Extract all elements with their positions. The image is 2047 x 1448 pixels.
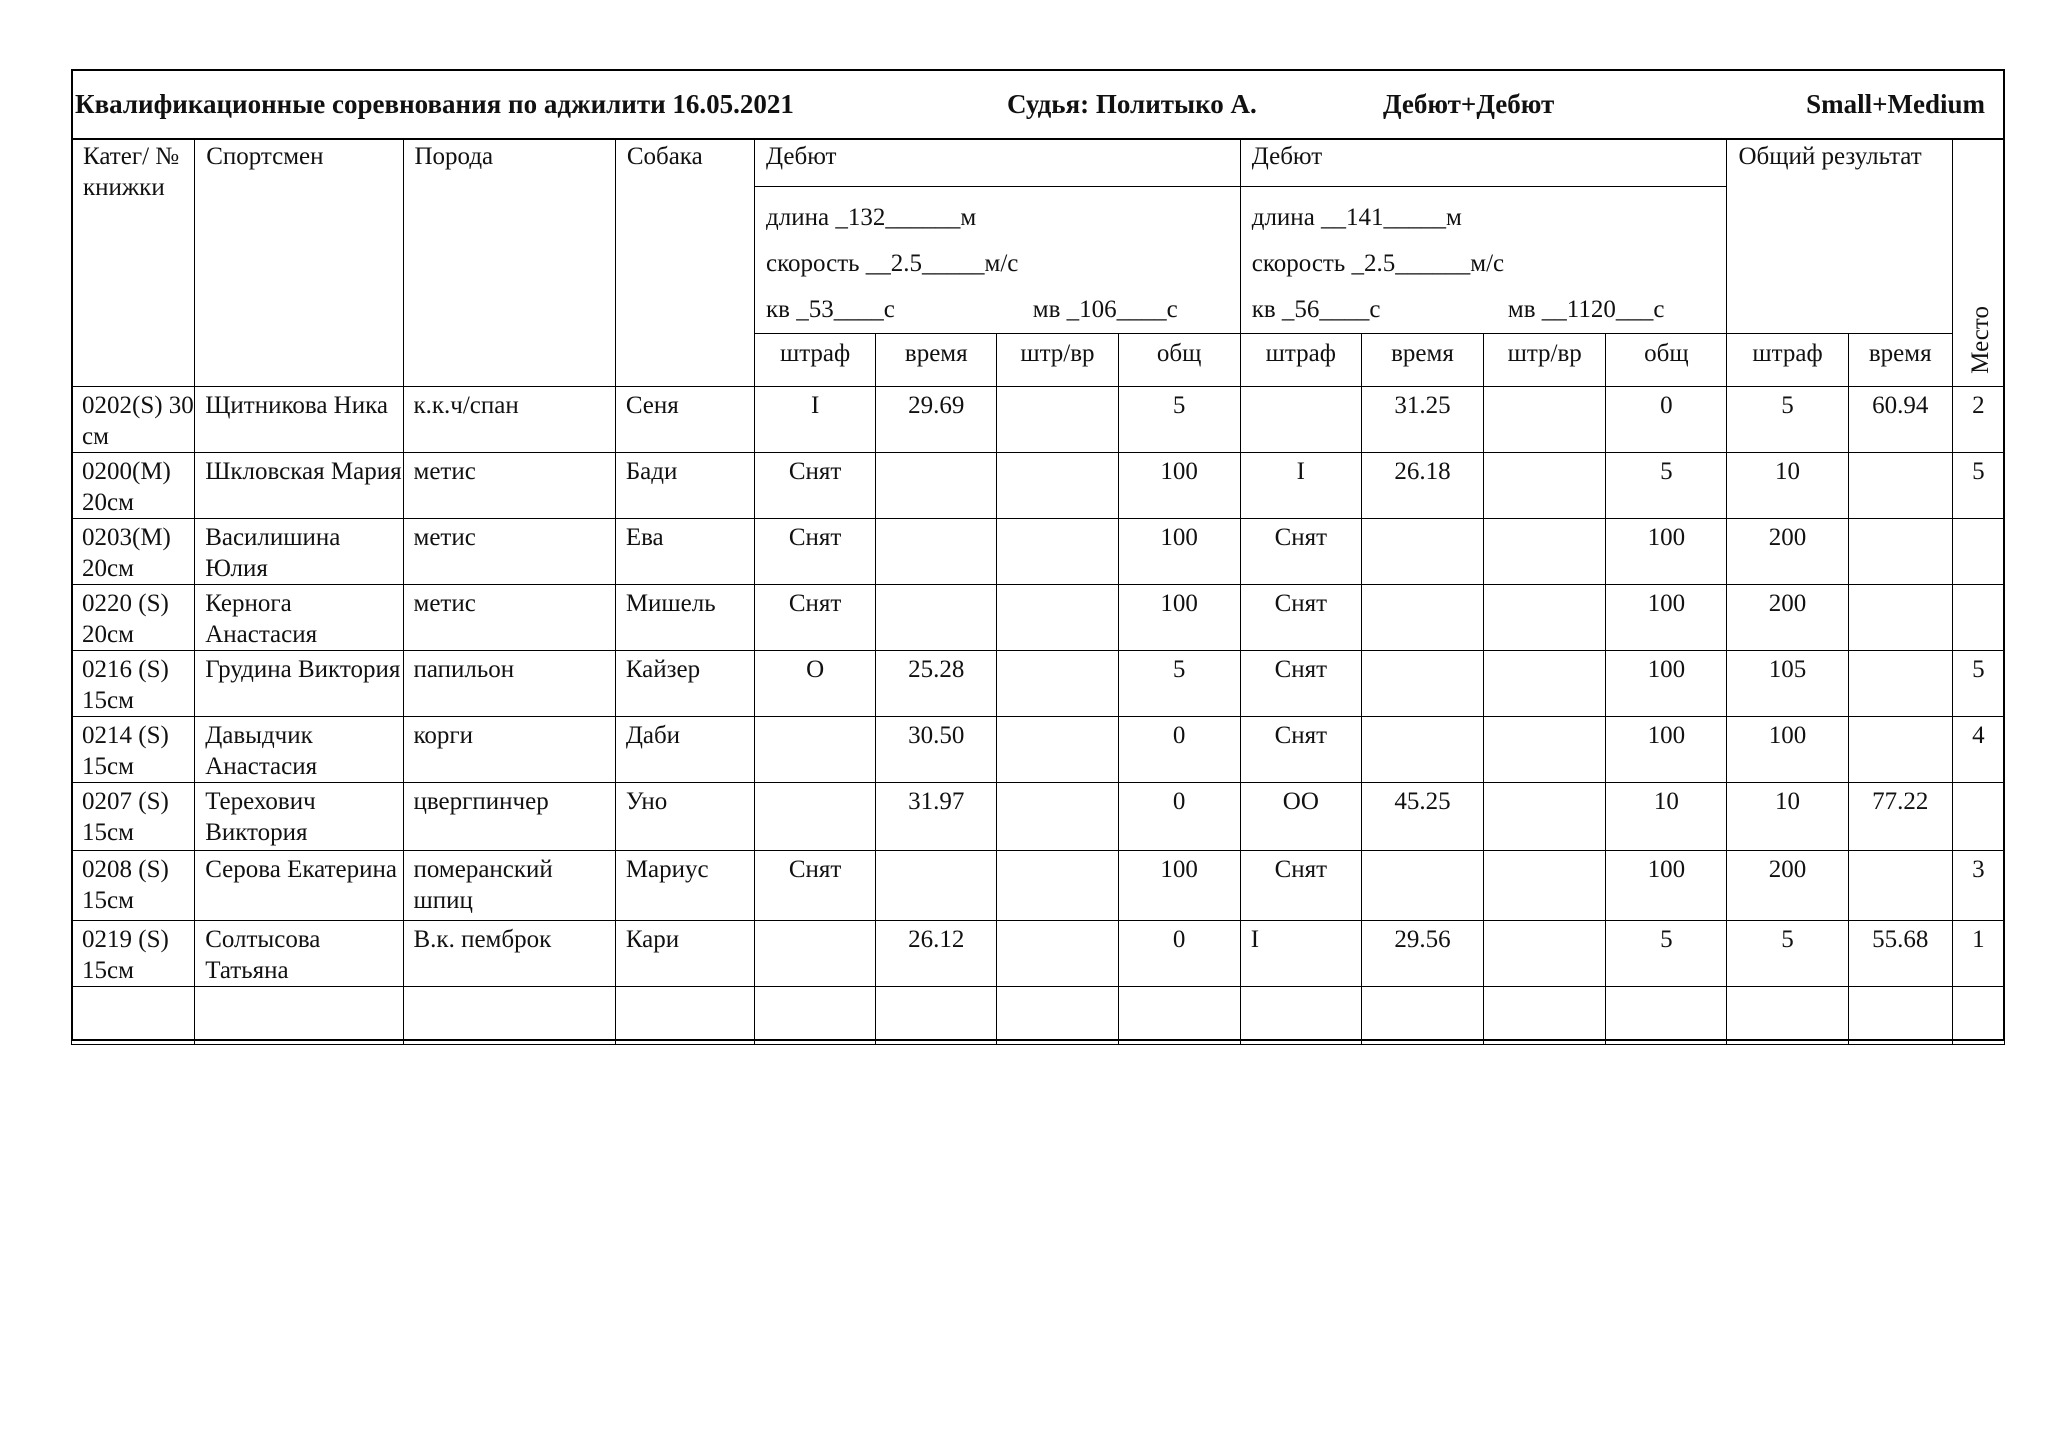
table-row	[72, 585, 2005, 651]
empty-cell	[1848, 987, 1952, 1045]
empty-cell	[1118, 987, 1240, 1045]
run1-time	[876, 585, 997, 651]
run2-time: 45.25	[1361, 783, 1483, 851]
table-row	[72, 651, 2005, 717]
run2-penalty: ОО	[1240, 783, 1361, 851]
run-params-2	[1240, 187, 1727, 334]
total-time	[1848, 851, 1952, 921]
dog-name: Кайзер	[615, 651, 754, 717]
place: 5	[1952, 651, 2004, 717]
run2-pen-time	[1484, 783, 1606, 851]
run1-penalty: Снят	[755, 585, 876, 651]
course-length: длина __141_____м	[1251, 204, 1462, 231]
place	[1952, 783, 2004, 851]
total-time	[1848, 519, 1952, 585]
breed: метис	[403, 585, 615, 651]
dog-name: Бади	[615, 453, 754, 519]
category-book-number: 0200(M) 20см	[72, 453, 195, 519]
run2-penalty: I	[1240, 453, 1361, 519]
empty-cell	[1952, 987, 2004, 1045]
time-limits	[766, 287, 1240, 333]
max-time: мв __1120___с	[1507, 296, 1665, 323]
empty-cell	[615, 987, 754, 1045]
athlete-name: Серова Екатерина	[195, 851, 403, 921]
run1-pen-time	[997, 519, 1118, 585]
subheader-time: время	[1848, 334, 1952, 387]
subheader-pen-time: штр/вр	[997, 334, 1118, 387]
run2-penalty: Снят	[1240, 651, 1361, 717]
run2-pen-time	[1484, 387, 1606, 453]
run-params-box	[755, 187, 1240, 333]
place: 5	[1952, 453, 2004, 519]
table-row	[72, 519, 2005, 585]
breed: померанский шпиц	[403, 851, 615, 921]
header-row	[72, 139, 2005, 187]
run1-time: 25.28	[876, 651, 997, 717]
dog-name: Сеня	[615, 387, 754, 453]
run1-total: 5	[1118, 651, 1240, 717]
subheader-penalty: штраф	[1240, 334, 1361, 387]
run2-penalty: Снят	[1240, 585, 1361, 651]
run2-time: 29.56	[1361, 921, 1483, 987]
dog-name: Уно	[615, 783, 754, 851]
run2-pen-time	[1484, 851, 1606, 921]
athlete-name: Давыдчик Анастасия	[195, 717, 403, 783]
total-penalty: 200	[1727, 585, 1848, 651]
empty-cell	[1240, 987, 1361, 1045]
total-time	[1848, 453, 1952, 519]
table-row	[72, 453, 2005, 519]
run1-pen-time	[997, 717, 1118, 783]
place: 3	[1952, 851, 2004, 921]
run2-time: 31.25	[1361, 387, 1483, 453]
dog-name: Мишель	[615, 585, 754, 651]
run1-time: 29.69	[876, 387, 997, 453]
subheader-total: общ	[1606, 334, 1727, 387]
run1-time: 26.12	[876, 921, 997, 987]
run1-total: 0	[1118, 783, 1240, 851]
subheader-penalty: штраф	[1727, 334, 1848, 387]
run1-time	[876, 453, 997, 519]
table-row	[72, 783, 2005, 851]
run1-total: 5	[1118, 387, 1240, 453]
run2-total: 100	[1606, 519, 1727, 585]
category-book-number: 0214 (S) 15см	[72, 717, 195, 783]
run2-total: 100	[1606, 851, 1727, 921]
place	[1952, 519, 2004, 585]
category-book-number: 0207 (S) 15см	[72, 783, 195, 851]
empty-cell	[195, 987, 403, 1045]
run1-pen-time	[997, 851, 1118, 921]
run2-pen-time	[1484, 921, 1606, 987]
class-label: Дебют+Дебют	[1383, 89, 1555, 119]
time-limits	[1252, 287, 1727, 333]
header-place-label: Место	[1966, 306, 1994, 374]
total-penalty: 200	[1727, 851, 1848, 921]
table-row	[72, 851, 2005, 921]
run1-pen-time	[997, 585, 1118, 651]
total-penalty: 10	[1727, 453, 1848, 519]
run1-penalty	[755, 783, 876, 851]
run1-penalty	[755, 921, 876, 987]
subheader-time: время	[876, 334, 997, 387]
header-athlete: Спортсмен	[195, 139, 403, 387]
total-penalty: 105	[1727, 651, 1848, 717]
run2-total: 0	[1606, 387, 1727, 453]
run2-penalty: I	[1240, 921, 1361, 987]
subheader-pen-time: штр/вр	[1484, 334, 1606, 387]
total-penalty: 100	[1727, 717, 1848, 783]
course-length: длина _132______м	[766, 204, 977, 231]
size-label: Small+Medium	[1806, 89, 1985, 119]
run2-time	[1361, 519, 1483, 585]
run1-total: 0	[1118, 717, 1240, 783]
dog-name: Кари	[615, 921, 754, 987]
breed: папильон	[403, 651, 615, 717]
run1-time	[876, 519, 997, 585]
run2-total: 10	[1606, 783, 1727, 851]
breed: метис	[403, 453, 615, 519]
run2-pen-time	[1484, 651, 1606, 717]
table-row	[72, 717, 2005, 783]
run2-total: 5	[1606, 921, 1727, 987]
subheader-time: время	[1361, 334, 1483, 387]
run2-time	[1361, 717, 1483, 783]
header-dog: Собака	[615, 139, 754, 387]
athlete-name: Василишина Юлия	[195, 519, 403, 585]
category-book-number: 0202(S) 30 см	[72, 387, 195, 453]
run1-time	[876, 851, 997, 921]
standard-time: кв _53____с	[766, 296, 895, 323]
run2-total: 5	[1606, 453, 1727, 519]
empty-cell	[403, 987, 615, 1045]
category-book-number: 0203(M) 20см	[72, 519, 195, 585]
total-time	[1848, 585, 1952, 651]
total-time: 60.94	[1848, 387, 1952, 453]
total-time	[1848, 651, 1952, 717]
run1-penalty: Снят	[755, 519, 876, 585]
run1-total: 100	[1118, 851, 1240, 921]
results-sheet	[71, 69, 2005, 1041]
run2-time	[1361, 851, 1483, 921]
run2-pen-time	[1484, 585, 1606, 651]
judge-name: Судья: Политыко А.	[1007, 89, 1257, 119]
run1-penalty: Снят	[755, 453, 876, 519]
total-penalty: 5	[1727, 387, 1848, 453]
header-category: Катег/ № книжки	[72, 139, 195, 387]
total-penalty: 200	[1727, 519, 1848, 585]
run1-pen-time	[997, 453, 1118, 519]
athlete-name: Щитникова Ника	[195, 387, 403, 453]
breed: к.к.ч/спан	[403, 387, 615, 453]
run1-total: 0	[1118, 921, 1240, 987]
run1-total: 100	[1118, 519, 1240, 585]
empty-cell	[72, 987, 195, 1045]
dog-name: Ева	[615, 519, 754, 585]
run2-penalty: Снят	[1240, 851, 1361, 921]
empty-cell	[1361, 987, 1483, 1045]
run2-total: 100	[1606, 717, 1727, 783]
place: 1	[1952, 921, 2004, 987]
dog-name: Мариус	[615, 851, 754, 921]
breed: корги	[403, 717, 615, 783]
total-time: 77.22	[1848, 783, 1952, 851]
run2-pen-time	[1484, 453, 1606, 519]
empty-cell	[1606, 987, 1727, 1045]
total-penalty: 5	[1727, 921, 1848, 987]
competition-title: Квалификационные соревнования по аджилити 16.05.2021	[75, 89, 794, 119]
run-params-1	[755, 187, 1241, 334]
dog-name: Даби	[615, 717, 754, 783]
max-time: мв _106____с	[1032, 296, 1178, 323]
run-title-1: Дебют	[755, 139, 1241, 187]
athlete-name: Грудина Виктория	[195, 651, 403, 717]
place: 4	[1952, 717, 2004, 783]
header-total-result: Общий результат	[1727, 139, 1952, 334]
header-breed: Порода	[403, 139, 615, 387]
run1-total: 100	[1118, 453, 1240, 519]
run1-time: 30.50	[876, 717, 997, 783]
place: 2	[1952, 387, 2004, 453]
total-penalty: 10	[1727, 783, 1848, 851]
place	[1952, 585, 2004, 651]
empty-cell	[1727, 987, 1848, 1045]
run1-penalty	[755, 717, 876, 783]
empty-cell	[1484, 987, 1606, 1045]
category-book-number: 0220 (S) 20см	[72, 585, 195, 651]
run1-pen-time	[997, 783, 1118, 851]
run2-time	[1361, 585, 1483, 651]
subheader-total: общ	[1118, 334, 1240, 387]
run1-penalty: I	[755, 387, 876, 453]
title-row	[73, 71, 2003, 140]
course-speed: скорость __2.5_____м/с	[766, 250, 1019, 277]
standard-time: кв _56____с	[1251, 296, 1381, 323]
run-params-box	[1241, 187, 1727, 333]
category-book-number: 0208 (S) 15см	[72, 851, 195, 921]
category-book-number: 0219 (S) 15см	[72, 921, 195, 987]
subheader-penalty: штраф	[755, 334, 876, 387]
empty-row	[72, 987, 2005, 1045]
run2-penalty: Снят	[1240, 717, 1361, 783]
athlete-name: Кернога Анастасия	[195, 585, 403, 651]
run1-total: 100	[1118, 585, 1240, 651]
results-table	[71, 138, 2005, 1045]
course-speed: скорость _2.5______м/с	[1251, 250, 1505, 277]
run1-pen-time	[997, 387, 1118, 453]
run2-pen-time	[1484, 717, 1606, 783]
run1-pen-time	[997, 921, 1118, 987]
breed: В.к. пемброк	[403, 921, 615, 987]
athlete-name: Шкловская Мария	[195, 453, 403, 519]
run1-time: 31.97	[876, 783, 997, 851]
empty-cell	[755, 987, 876, 1045]
run2-total: 100	[1606, 585, 1727, 651]
run1-pen-time	[997, 651, 1118, 717]
run1-penalty: О	[755, 651, 876, 717]
total-time	[1848, 717, 1952, 783]
run2-penalty: Снят	[1240, 519, 1361, 585]
table-row	[72, 921, 2005, 987]
breed: метис	[403, 519, 615, 585]
run1-penalty: Снят	[755, 851, 876, 921]
run-title-2: Дебют	[1240, 139, 1727, 187]
header-place	[1952, 139, 2004, 387]
run2-penalty	[1240, 387, 1361, 453]
category-book-number: 0216 (S) 15см	[72, 651, 195, 717]
run2-pen-time	[1484, 519, 1606, 585]
breed: цвергпинчер	[403, 783, 615, 851]
athlete-name: Терехович Виктория	[195, 783, 403, 851]
empty-cell	[997, 987, 1118, 1045]
total-time: 55.68	[1848, 921, 1952, 987]
run2-time: 26.18	[1361, 453, 1483, 519]
athlete-name: Солтысова Татьяна	[195, 921, 403, 987]
run2-time	[1361, 651, 1483, 717]
empty-cell	[876, 987, 997, 1045]
run2-total: 100	[1606, 651, 1727, 717]
table-row	[72, 387, 2005, 453]
